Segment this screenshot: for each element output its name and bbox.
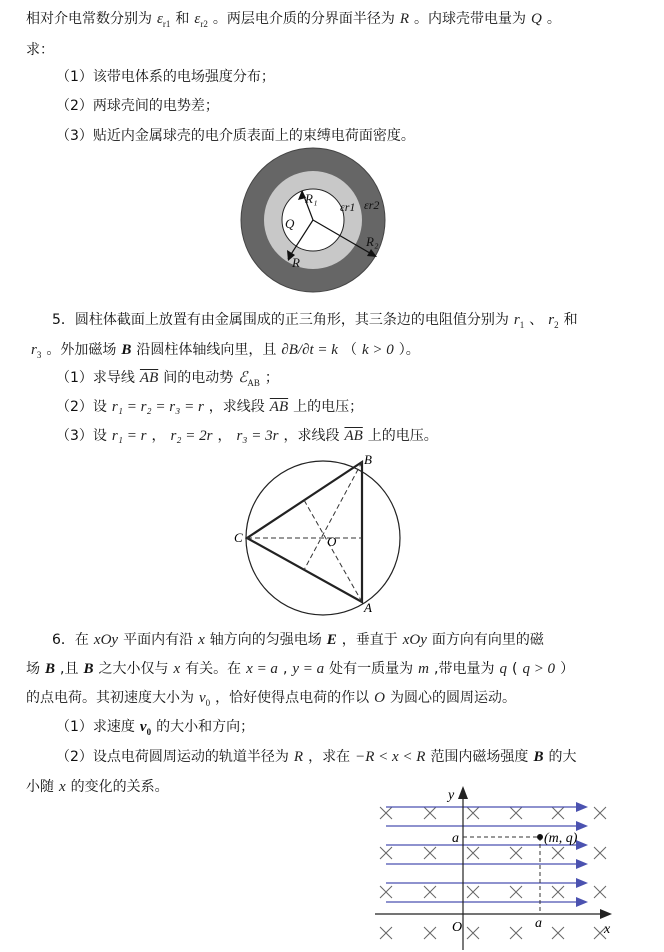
- magnetic-field-into-page-icon: [594, 847, 606, 859]
- text-segment: 。两层电介质的分界面半径为: [212, 11, 395, 27]
- math-text: r: [513, 312, 520, 328]
- text-segment: ,且: [60, 661, 79, 677]
- math-text: q > 0: [522, 661, 556, 677]
- math-text: m: [418, 661, 430, 677]
- magnetic-field-into-page-icon: [552, 807, 564, 819]
- math-subscript: 2: [554, 320, 559, 330]
- label-q: Q: [285, 216, 295, 231]
- text-segment: （3）设: [56, 428, 107, 444]
- math-symbol: [270, 399, 288, 415]
- magnetic-field-into-page-icon: [380, 886, 392, 898]
- math-symbol: [292, 661, 324, 677]
- magnetic-field-into-page-icon: [380, 927, 392, 939]
- math-text: xOy: [402, 632, 427, 648]
- text-segment: 间的电动势: [163, 370, 234, 386]
- text-segment: 的大小和方向；: [156, 719, 255, 735]
- text-line: [26, 41, 54, 59]
- text-segment: 和: [563, 312, 578, 328]
- text-segment: ，求在: [308, 749, 351, 765]
- math-text: O: [374, 690, 386, 706]
- math-text: r₂ = 2r: [170, 428, 213, 444]
- text-line: [52, 631, 544, 649]
- dielectric-sphere-figure: [238, 145, 388, 295]
- point-charge: [537, 834, 543, 840]
- math-text: ε: [194, 11, 201, 27]
- text-segment: 求：: [26, 42, 54, 58]
- text-segment: (: [511, 661, 518, 677]
- text-segment: （3）贴近内金属球壳的电介质表面上的束缚电荷面密度。: [56, 128, 415, 144]
- math-text: r₃ = 3r: [236, 428, 279, 444]
- magnetic-field-into-page-icon: [594, 886, 606, 898]
- magnetic-field-into-page-icon: [510, 886, 522, 898]
- x-axis-label: x: [604, 922, 611, 937]
- label-epsilon-r2: εr2: [364, 198, 380, 212]
- math-symbol: [198, 632, 205, 648]
- vertex-b: B: [364, 452, 372, 467]
- math-symbol: [173, 661, 180, 677]
- math-symbol: [374, 690, 385, 706]
- vertex-a: A: [364, 600, 372, 615]
- math-text: xOy: [93, 632, 119, 648]
- math-text: B: [533, 749, 544, 765]
- math-symbol: [344, 428, 362, 444]
- text-line: [26, 689, 516, 712]
- math-symbol: [94, 632, 118, 648]
- math-symbol: [236, 428, 278, 444]
- math-subscript: AB: [247, 378, 260, 388]
- text-segment: （2）设点电荷圆周运动的轨道半径为: [56, 749, 289, 765]
- math-symbol: [355, 749, 425, 765]
- math-symbol: [45, 661, 55, 677]
- y-a-label: a: [452, 831, 459, 846]
- math-symbol: [238, 370, 260, 386]
- text-segment: 上的电压；: [293, 399, 364, 415]
- text-line: [26, 341, 420, 364]
- math-text: v: [199, 690, 206, 706]
- label-r2: R₂: [366, 234, 379, 249]
- text-segment: ，: [217, 428, 232, 444]
- math-text: E: [326, 632, 337, 648]
- text-line: [56, 427, 438, 445]
- text-segment: 、: [529, 312, 544, 328]
- math-symbol: [112, 399, 204, 415]
- text-segment: 范围内磁场强度: [430, 749, 529, 765]
- math-symbol: [170, 428, 212, 444]
- text-line: [56, 97, 219, 115]
- text-line: [52, 311, 578, 334]
- text-segment: 之大小仅与: [98, 661, 169, 677]
- magnetic-field-into-page-icon: [510, 927, 522, 939]
- magnetic-field-into-page-icon: [510, 847, 522, 859]
- math-symbol: [400, 11, 409, 27]
- text-line: [56, 748, 576, 766]
- math-symbol: [362, 342, 394, 358]
- math-symbol: [194, 11, 207, 27]
- math-symbol: [548, 312, 558, 328]
- math-text: $\overline{AB}$: [139, 370, 159, 386]
- text-segment: ，垂直于: [341, 632, 398, 648]
- magnetic-field-into-page-icon: [552, 847, 564, 859]
- text-segment: ,: [282, 661, 288, 677]
- text-segment: ，恰好使得点电荷的作以: [215, 690, 370, 706]
- text-segment: 平面内有沿: [123, 632, 194, 648]
- math-text: ∂B/∂t = k: [281, 342, 338, 358]
- math-symbol: [59, 779, 66, 795]
- math-text: B: [45, 661, 56, 677]
- text-segment: 处有一质量为: [329, 661, 414, 677]
- magnetic-field-into-page-icon: [467, 847, 479, 859]
- math-symbol: [157, 11, 170, 27]
- math-symbol: [281, 342, 338, 358]
- math-text: B: [83, 661, 94, 677]
- text-segment: ,带电量为: [434, 661, 495, 677]
- math-subscript: 0: [146, 727, 152, 737]
- text-segment: 上的电压。: [367, 428, 438, 444]
- magnetic-field-into-page-icon: [510, 807, 522, 819]
- text-segment: 。外加磁场: [46, 342, 117, 358]
- math-symbol: [31, 342, 41, 358]
- text-line: [26, 660, 574, 678]
- metal-triangle: [247, 462, 362, 602]
- math-text: ε: [157, 11, 163, 27]
- math-text: r: [31, 342, 37, 358]
- math-text: R: [293, 749, 304, 765]
- math-text: q: [499, 661, 507, 677]
- math-text: B: [121, 342, 132, 358]
- magnetic-field-into-page-icon: [552, 886, 564, 898]
- math-subscript: 1: [519, 320, 525, 330]
- text-segment: 沿圆柱体轴线向里，且: [136, 342, 277, 358]
- text-segment: 的点电荷。其初速度大小为: [26, 690, 194, 706]
- math-text: r₁ = r₂ = r₃ = r: [111, 399, 204, 415]
- text-segment: 相对介电常数分别为: [26, 11, 152, 27]
- electric-field-arrow: [386, 859, 588, 869]
- math-subscript: r1: [162, 19, 171, 29]
- text-segment: ；: [264, 370, 279, 386]
- math-symbol: [121, 342, 131, 358]
- math-text: ℰ: [238, 370, 248, 386]
- electric-field-arrow: [386, 821, 588, 831]
- text-segment: 的变化的关系。: [70, 779, 169, 795]
- math-text: R: [399, 11, 410, 27]
- text-line: [56, 68, 275, 86]
- electric-field-arrow: [386, 802, 588, 812]
- math-text: r₁ = r: [111, 428, 147, 444]
- text-segment: ）。: [398, 342, 420, 358]
- magnetic-field-into-page-icon: [467, 807, 479, 819]
- text-segment: 小随: [26, 779, 54, 795]
- math-symbol: [140, 370, 158, 386]
- magnetic-field-into-page-icon: [594, 807, 606, 819]
- math-symbol: [112, 428, 147, 444]
- magnetic-field-into-page-icon: [380, 847, 392, 859]
- magnetic-field-into-page-icon: [467, 886, 479, 898]
- text-segment: 5．圆柱体截面上放置有由金属围成的正三角形，其三条边的电阻值分别为: [52, 312, 509, 328]
- math-subscript: 3: [36, 350, 42, 360]
- text-segment: 6．在: [52, 632, 89, 648]
- electric-field-arrow: [386, 897, 588, 907]
- text-segment: 。内球壳带电量为: [414, 11, 527, 27]
- label-r: R: [292, 255, 300, 270]
- label-epsilon-r1: εr1: [340, 200, 356, 214]
- text-segment: （2）两球壳间的电势差；: [56, 98, 219, 114]
- field-diagram: [370, 785, 620, 952]
- magnetic-field-into-page-icon: [552, 927, 564, 939]
- text-segment: （1）求速度: [56, 719, 135, 735]
- triangle-circuit-figure: [232, 452, 412, 624]
- magnetic-field-into-page-icon: [380, 807, 392, 819]
- text-segment: 的大: [548, 749, 577, 765]
- electric-field-arrow: [386, 878, 588, 888]
- text-line: [26, 10, 561, 33]
- text-segment: （1）求导线: [56, 370, 135, 386]
- math-subscript: 0: [205, 698, 211, 708]
- text-segment: 有关。在: [185, 661, 242, 677]
- text-segment: 场: [26, 661, 40, 677]
- math-symbol: [199, 690, 210, 706]
- math-text: x = a: [246, 661, 278, 677]
- math-symbol: [533, 749, 543, 765]
- text-line: [56, 398, 363, 416]
- math-text: y = a: [292, 661, 325, 677]
- math-text: $\overline{AB}$: [269, 399, 289, 415]
- magnetic-field-into-page-icon: [424, 927, 436, 939]
- magnetic-field-into-page-icon: [424, 847, 436, 859]
- math-symbol: [246, 661, 278, 677]
- math-text: x: [59, 779, 66, 795]
- text-line: [56, 718, 254, 741]
- vertex-c: C: [234, 530, 243, 545]
- math-symbol: [403, 632, 427, 648]
- text-segment: ）: [560, 661, 575, 677]
- math-text: Q: [531, 11, 542, 27]
- math-subscript: r2: [200, 19, 208, 29]
- text-segment: （2）设: [56, 399, 107, 415]
- text-line: [56, 127, 415, 145]
- magnetic-field-into-page-icon: [424, 886, 436, 898]
- math-text: $\overline{AB}$: [344, 428, 363, 444]
- math-symbol: [514, 312, 524, 328]
- origin-label: O: [452, 920, 463, 935]
- text-segment: ，求线段: [283, 428, 340, 444]
- text-segment: ，求线段: [208, 399, 265, 415]
- text-segment: ，: [151, 428, 166, 444]
- math-symbol: [327, 632, 337, 648]
- math-text: k > 0: [361, 342, 394, 358]
- text-segment: 面方向有向里的磁: [431, 632, 544, 648]
- text-segment: （: [342, 342, 357, 358]
- text-line: [26, 778, 169, 796]
- math-symbol: [499, 661, 507, 677]
- math-text: x: [198, 632, 205, 648]
- math-text: v: [139, 719, 147, 735]
- math-text: r: [548, 312, 555, 328]
- math-symbol: [140, 719, 151, 735]
- charge-label: (m, q): [544, 831, 578, 846]
- math-text: −R < x < R: [355, 749, 426, 765]
- label-r1: R₁: [305, 191, 318, 206]
- text-line: [56, 369, 279, 392]
- text-segment: 轴方向的匀强电场: [209, 632, 322, 648]
- text-segment: 。: [546, 11, 561, 27]
- text-segment: （1）该带电体系的电场强度分布；: [56, 69, 275, 85]
- magnetic-field-into-page-icon: [467, 927, 479, 939]
- math-symbol: [83, 661, 93, 677]
- math-symbol: [531, 11, 542, 27]
- center-o: O: [327, 534, 337, 549]
- y-axis-label: y: [448, 788, 455, 803]
- math-symbol: [522, 661, 555, 677]
- x-a-label: a: [535, 916, 542, 931]
- text-segment: 为圆心的圆周运动。: [390, 690, 517, 706]
- magnetic-field-into-page-icon: [424, 807, 436, 819]
- math-symbol: [418, 661, 429, 677]
- math-symbol: [294, 749, 303, 765]
- math-text: x: [173, 661, 181, 677]
- text-segment: 和: [175, 11, 190, 27]
